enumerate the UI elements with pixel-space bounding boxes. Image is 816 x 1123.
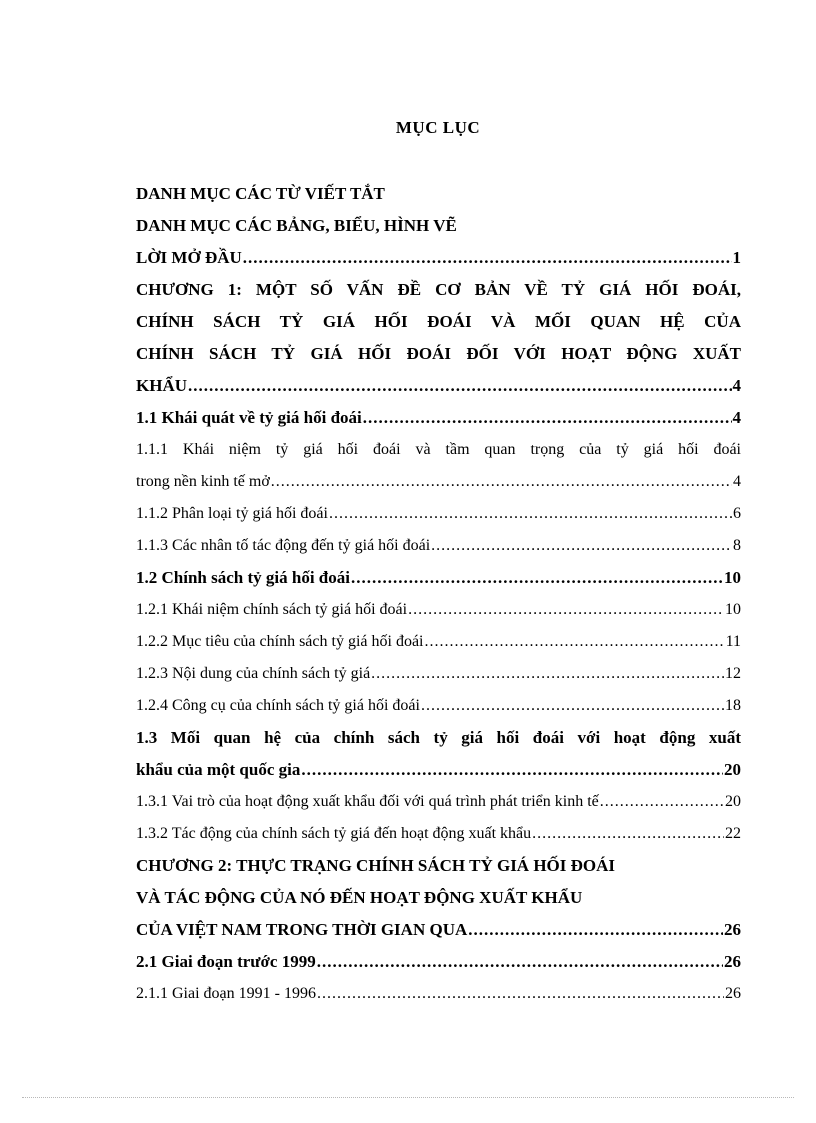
- toc-entry-title: 1.3.2 Tác động của chính sách tỷ giá đến hoạt động xuất khẩu: [136, 825, 532, 842]
- toc-entry-title: 1.2.1 Khái niệm chính sách tỷ giá hối đoái: [136, 601, 408, 618]
- toc-entry-1-2-2: [136, 626, 741, 658]
- toc-entry-1-1-3: [136, 530, 741, 562]
- toc-entry-title: DANH MỤC CÁC TỪ VIẾT TẮT: [136, 184, 385, 203]
- toc-entry-tables-figures: [136, 210, 741, 242]
- toc-entry-title: DANH MỤC CÁC BẢNG, BIỂU, HÌNH VẼ: [136, 216, 457, 235]
- toc-entry-1-2: [136, 562, 741, 594]
- toc-page-number: 26: [724, 952, 741, 971]
- table-of-contents: [136, 178, 741, 1010]
- toc-entry-title-line: CHÍNH SÁCH TỶ GIÁ HỐI ĐOÁI ĐỐI VỚI HOẠT ĐỘNG XUẤT: [136, 344, 741, 363]
- toc-page-number: 10: [724, 568, 741, 587]
- toc-page-number: 26: [725, 985, 741, 1002]
- toc-entry-title-line: 1.3 Mối quan hệ của chính sách tỷ giá hối đoái với hoạt động xuất: [136, 728, 741, 747]
- toc-entry-1-1-2: [136, 498, 741, 530]
- toc-entry-title-line: CHƯƠNG 2: THỰC TRẠNG CHÍNH SÁCH TỶ GIÁ HỐI ĐOÁI: [136, 856, 616, 875]
- page-bottom-divider: [22, 1097, 794, 1098]
- toc-entry-1-3-2: [136, 818, 741, 850]
- toc-page-number: 20: [724, 760, 741, 779]
- toc-entry-title: 1.2.2 Mục tiêu của chính sách tỷ giá hối đoái: [136, 633, 424, 650]
- toc-entry-1-3: [136, 722, 741, 786]
- toc-page-number: 1: [732, 248, 741, 267]
- toc-entry-1-1: [136, 402, 741, 434]
- toc-entry-title-line: trong nền kinh tế mở: [136, 473, 270, 490]
- toc-entry-title: 1.2 Chính sách tỷ giá hối đoái: [136, 568, 350, 587]
- toc-entry-chapter-1: [136, 274, 741, 402]
- toc-entry-title-line: CHÍNH SÁCH TỶ GIÁ HỐI ĐOÁI VÀ MỐI QUAN HỆ CỦA: [136, 312, 741, 331]
- toc-entry-title-line: KHẨU: [136, 376, 187, 395]
- page-title: MỤC LỤC: [395, 118, 481, 137]
- toc-page-number: 4: [733, 473, 741, 490]
- toc-entry-title-line: CHƯƠNG 1: MỘT SỐ VẤN ĐỀ CƠ BẢN VỀ TỶ GIÁ HỐI ĐOÁI,: [136, 280, 741, 299]
- toc-page-number: 4: [732, 408, 741, 427]
- toc-entry-1-2-3: [136, 658, 741, 690]
- toc-entry-title: 1.2.3 Nội dung của chính sách tỷ giá: [136, 665, 371, 682]
- toc-page-number: 8: [733, 537, 741, 554]
- toc-entry-chapter-2: [136, 850, 741, 946]
- toc-entry-2-1: [136, 946, 741, 978]
- toc-page-number: 26: [724, 920, 741, 939]
- toc-page-number: 12: [725, 665, 741, 682]
- toc-entry-title-line: CỦA VIỆT NAM TRONG THỜI GIAN QUA: [136, 920, 468, 939]
- toc-entry-title: 1.1 Khái quát về tỷ giá hối đoái: [136, 408, 362, 427]
- toc-entry-2-1-1: [136, 978, 741, 1010]
- toc-entry-1-2-1: [136, 594, 741, 626]
- toc-entry-title: 1.2.4 Công cụ của chính sách tỷ giá hối đoái: [136, 697, 420, 714]
- toc-page-number: 10: [725, 601, 741, 618]
- toc-entry-title-line: khẩu của một quốc gia: [136, 760, 301, 779]
- toc-entry-introduction: [136, 242, 741, 274]
- toc-page-number: 6: [733, 505, 741, 522]
- toc-entry-1-3-1: [136, 786, 741, 818]
- toc-entry-title: 2.1 Giai đoạn trước 1999: [136, 952, 316, 971]
- toc-entry-title: 1.1.2 Phân loại tỷ giá hối đoái: [136, 505, 328, 522]
- toc-page-number: 20: [725, 793, 741, 810]
- toc-entry-1-1-1: [136, 434, 741, 498]
- toc-entry-title: 1.3.1 Vai trò của hoạt động xuất khẩu đối với quá trình phát triển kinh tế: [136, 793, 599, 810]
- toc-page-number: 11: [725, 633, 741, 650]
- toc-entry-abbreviations: [136, 178, 741, 210]
- toc-page-number: 4: [732, 376, 741, 395]
- toc-entry-title-line: 1.1.1 Khái niệm tỷ giá hối đoái và tầm quan trọng của tỷ giá hối đoái: [136, 441, 741, 458]
- toc-entry-1-2-4: [136, 690, 741, 722]
- toc-page-number: 22: [725, 825, 741, 842]
- toc-entry-title: LỜI MỞ ĐẦU: [136, 248, 242, 267]
- toc-entry-title-line: VÀ TÁC ĐỘNG CỦA NÓ ĐẾN HOẠT ĐỘNG XUẤT KHẨU: [136, 888, 583, 907]
- toc-entry-title: 1.1.3 Các nhân tố tác động đến tỷ giá hối đoái: [136, 537, 431, 554]
- toc-page-number: 18: [725, 697, 741, 714]
- toc-entry-title: 2.1.1 Giai đoạn 1991 - 1996: [136, 985, 316, 1002]
